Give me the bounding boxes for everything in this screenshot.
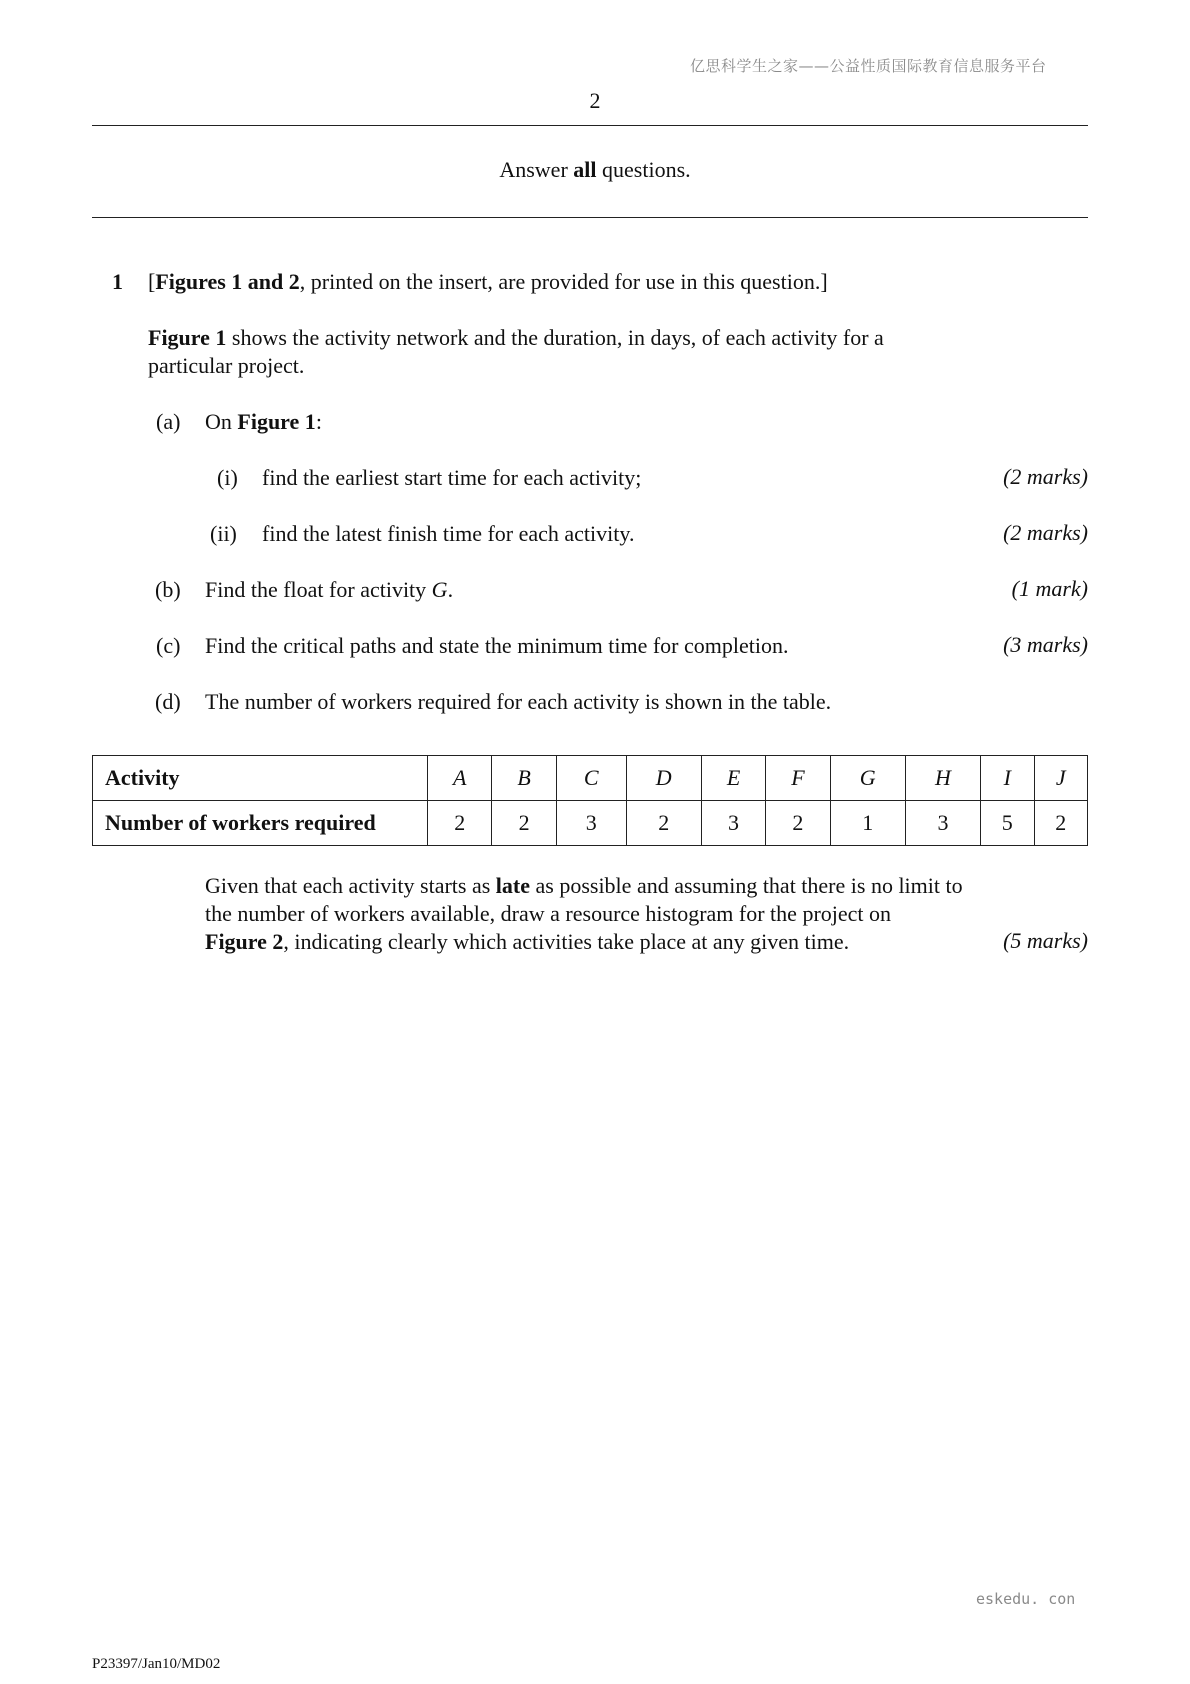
followup-l1-pre: Given that each activity starts as xyxy=(205,873,496,898)
part-d-marks: (5 marks) xyxy=(1003,928,1088,953)
activity-cell: C xyxy=(556,756,626,801)
part-d-text: The number of workers required for each activity is shown in the table. xyxy=(205,689,832,714)
activity-cell: D xyxy=(626,756,701,801)
question-paragraph xyxy=(148,324,1088,380)
activity-cell: E xyxy=(701,756,765,801)
workers-header: Number of workers required xyxy=(93,801,428,846)
part-c-text: Find the critical paths and state the minimum time for completion. xyxy=(205,633,789,658)
part-b-marks: (1 mark) xyxy=(1011,576,1088,601)
question-number-text: 1 xyxy=(112,269,123,294)
followup-l3-post: , indicating clearly which activities take place at any given time. xyxy=(283,929,850,954)
intro-bold: Figures 1 and 2 xyxy=(155,269,300,294)
activity-header: Activity xyxy=(93,756,428,801)
bottom-divider xyxy=(92,217,1088,218)
workers-cell: 1 xyxy=(830,801,905,846)
part-a-text-pre: On xyxy=(205,409,238,434)
instructions-pre: Answer xyxy=(499,157,574,182)
para-line1: shows the activity network and the duration, in days, of each activity for a xyxy=(226,325,884,350)
activity-cell: B xyxy=(492,756,556,801)
workers-table xyxy=(92,755,1088,846)
instructions-post: questions. xyxy=(596,157,691,182)
intro-rest: , printed on the insert, are provided for use in this question.] xyxy=(299,269,828,294)
part-ai-marks: (2 marks) xyxy=(1003,464,1088,489)
part-a-label: (a) xyxy=(156,409,181,434)
para-line2: particular project. xyxy=(148,353,305,378)
part-a-bold: Figure 1 xyxy=(237,409,316,434)
workers-cell: 2 xyxy=(1034,801,1087,846)
part-c-label: (c) xyxy=(156,633,181,658)
activity-cell: I xyxy=(981,756,1034,801)
part-ai-text: find the earliest start time for each activity; xyxy=(262,465,642,490)
part-b-text xyxy=(205,576,453,604)
activity-cell: F xyxy=(766,756,830,801)
intro-bracket: [ xyxy=(148,269,156,294)
part-aii-label: (ii) xyxy=(210,521,237,546)
workers-cell: 3 xyxy=(556,801,626,846)
workers-cell: 5 xyxy=(981,801,1034,846)
activity-cell: A xyxy=(428,756,492,801)
question-intro xyxy=(148,268,828,296)
workers-cell: 2 xyxy=(428,801,492,846)
workers-cell: 2 xyxy=(626,801,701,846)
activity-cell: G xyxy=(830,756,905,801)
part-aii-marks: (2 marks) xyxy=(1003,520,1088,545)
followup-l3-bold: Figure 2 xyxy=(205,929,284,954)
workers-row xyxy=(93,801,1088,846)
watermark-footer: eskedu. con xyxy=(976,1590,1076,1608)
paper-reference: P23397/Jan10/MD02 xyxy=(92,1656,221,1672)
activity-cell: H xyxy=(905,756,980,801)
activity-row xyxy=(93,756,1088,801)
question-number xyxy=(112,268,123,296)
workers-cell: 2 xyxy=(492,801,556,846)
part-b-var: G xyxy=(431,577,448,602)
page-number: 2 xyxy=(589,88,601,113)
part-aii-text: find the latest finish time for each activity. xyxy=(262,521,635,546)
instructions xyxy=(0,157,1190,183)
workers-cell: 3 xyxy=(905,801,980,846)
part-ai-label: (i) xyxy=(217,465,238,490)
followup-l1-bold: late xyxy=(495,873,530,898)
instructions-bold: all xyxy=(573,157,597,182)
part-c-marks: (3 marks) xyxy=(1003,632,1088,657)
followup-l1-post: as possible and assuming that there is no limit to xyxy=(530,873,963,898)
workers-cell: 3 xyxy=(701,801,765,846)
followup-l2: the number of workers available, draw a resource histogram for the project on xyxy=(205,901,892,926)
top-divider xyxy=(92,125,1088,126)
watermark-header: 亿思科学生之家——公益性质国际教育信息服务平台 xyxy=(690,57,1047,75)
part-d-followup xyxy=(205,872,1105,956)
part-d-label: (d) xyxy=(155,689,181,714)
workers-cell: 2 xyxy=(766,801,830,846)
part-b-label: (b) xyxy=(155,577,181,602)
para-bold: Figure 1 xyxy=(148,325,227,350)
part-b-end: . xyxy=(447,577,454,602)
part-a-text xyxy=(205,408,322,436)
part-a-colon: : xyxy=(315,409,322,434)
activity-cell: J xyxy=(1034,756,1087,801)
part-b-text-pre: Find the float for activity xyxy=(205,577,432,602)
